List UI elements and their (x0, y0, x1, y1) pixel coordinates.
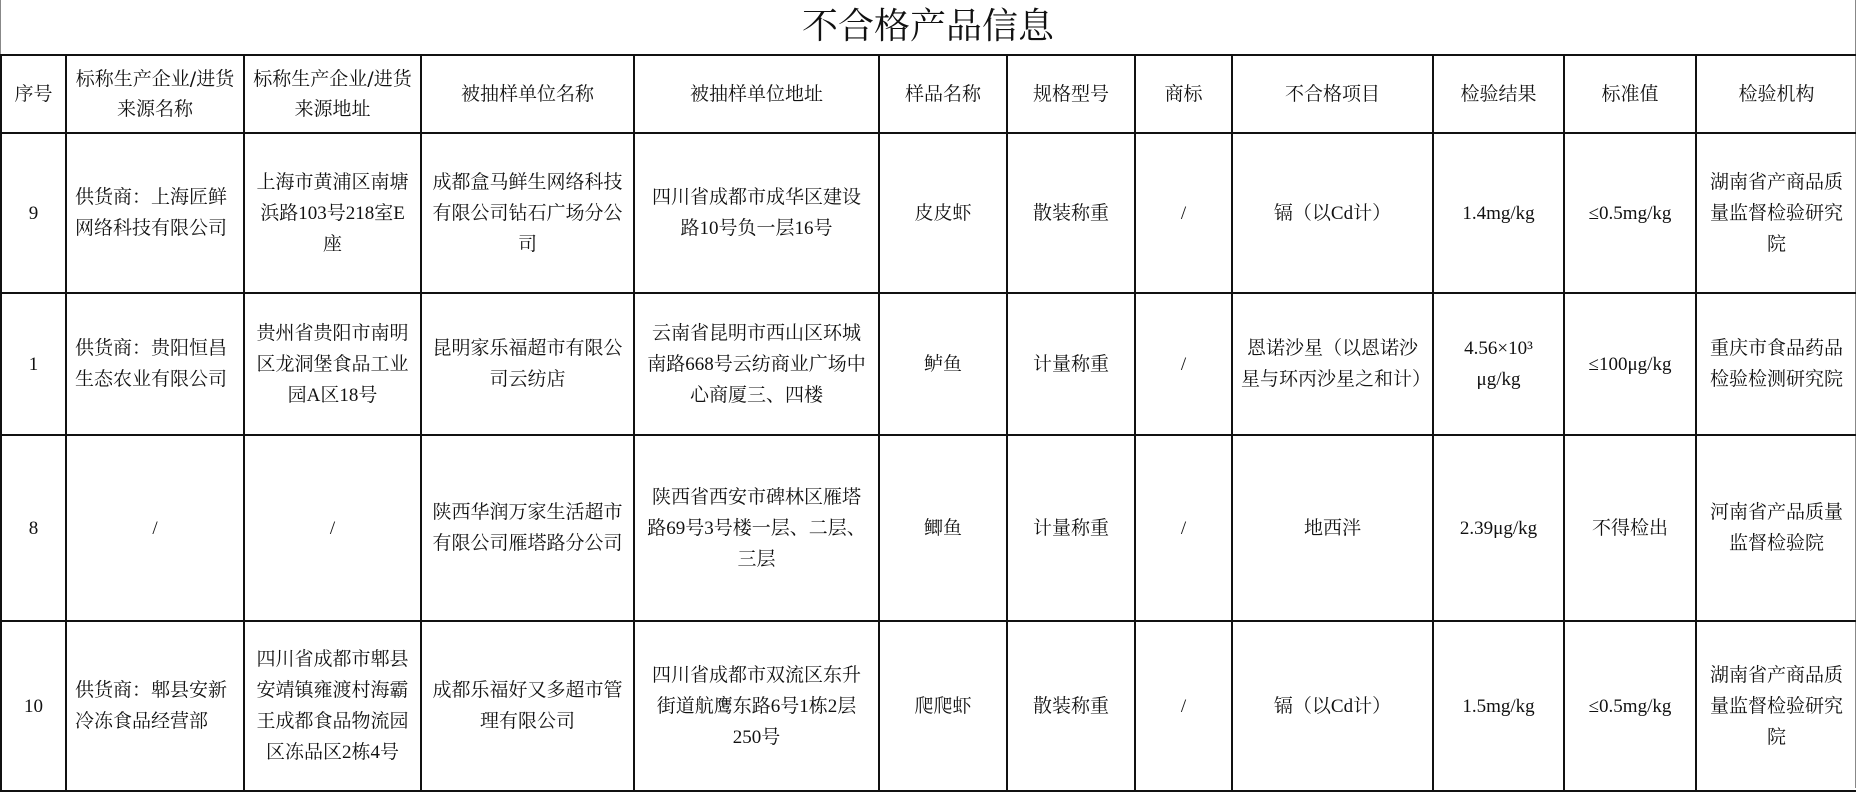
cell-brand: / (1135, 621, 1232, 791)
cell-serial-number: 8 (1, 435, 66, 621)
cell-brand: / (1135, 133, 1232, 293)
cell-product-name: 鲈鱼 (879, 293, 1007, 435)
cell-supplier-address: 上海市黄浦区南塘浜路103号218室E座 (244, 133, 421, 293)
cell-standard-value: ≤100μg/kg (1564, 293, 1696, 435)
cell-standard-value: ≤0.5mg/kg (1564, 133, 1696, 293)
table-row (1, 293, 1856, 435)
cell-serial-number: 9 (1, 133, 66, 293)
cell-testing-agency: 重庆市食品药品检验检测研究院 (1696, 293, 1856, 435)
cell-sampled-unit-name: 陕西华润万家生活超市有限公司雁塔路分公司 (421, 435, 634, 621)
cell-serial-number: 1 (1, 293, 66, 435)
cell-standard-value: ≤0.5mg/kg (1564, 621, 1696, 791)
nonconforming-products-table (0, 54, 1856, 792)
column-header: 被抽样单位地址 (634, 55, 879, 133)
table-row (1, 435, 1856, 621)
cell-nonconforming-item: 镉（以Cd计） (1232, 133, 1433, 293)
cell-testing-agency: 湖南省产商品质量监督检验研究院 (1696, 133, 1856, 293)
cell-specification: 计量称重 (1007, 435, 1135, 621)
cell-sampled-unit-address: 四川省成都市成华区建设路10号负一层16号 (634, 133, 879, 293)
table-row (1, 621, 1856, 791)
cell-nonconforming-item: 地西泮 (1232, 435, 1433, 621)
cell-product-name: 爬爬虾 (879, 621, 1007, 791)
cell-sampled-unit-address: 云南省昆明市西山区环城南路668号云纺商业广场中心商厦三、四楼 (634, 293, 879, 435)
cell-sampled-unit-address: 陕西省西安市碑林区雁塔路69号3号楼一层、二层、三层 (634, 435, 879, 621)
cell-test-result: 4.56×10³ μg/kg (1433, 293, 1564, 435)
cell-testing-agency: 河南省产品质量监督检验院 (1696, 435, 1856, 621)
cell-nonconforming-item: 恩诺沙星（以恩诺沙星与环丙沙星之和计） (1232, 293, 1433, 435)
column-header: 标称生产企业/进货来源地址 (244, 55, 421, 133)
cell-specification: 计量称重 (1007, 293, 1135, 435)
cell-product-name: 鲫鱼 (879, 435, 1007, 621)
page-title: 不合格产品信息 (801, 6, 1054, 47)
column-header: 标准值 (1564, 55, 1696, 133)
column-header: 规格型号 (1007, 55, 1135, 133)
cell-supplier-address: / (244, 435, 421, 621)
cell-test-result: 1.5mg/kg (1433, 621, 1564, 791)
cell-sampled-unit-name: 成都乐福好又多超市管理有限公司 (421, 621, 634, 791)
cell-product-name: 皮皮虾 (879, 133, 1007, 293)
cell-serial-number: 10 (1, 621, 66, 791)
column-header: 被抽样单位名称 (421, 55, 634, 133)
column-header: 标称生产企业/进货来源名称 (66, 55, 244, 133)
column-header: 样品名称 (879, 55, 1007, 133)
cell-supplier-name: 供货商：贵阳恒昌生态农业有限公司 (66, 293, 244, 435)
cell-sampled-unit-name: 成都盒马鲜生网络科技有限公司钻石广场分公司 (421, 133, 634, 293)
cell-test-result: 1.4mg/kg (1433, 133, 1564, 293)
cell-sampled-unit-name: 昆明家乐福超市有限公司云纺店 (421, 293, 634, 435)
column-header: 不合格项目 (1232, 55, 1433, 133)
column-header: 序号 (1, 55, 66, 133)
column-header: 商标 (1135, 55, 1232, 133)
cell-test-result: 2.39μg/kg (1433, 435, 1564, 621)
cell-supplier-address: 四川省成都市郫县安靖镇雍渡村海霸王成都食品物流园区冻品区2栋4号 (244, 621, 421, 791)
cell-specification: 散装称重 (1007, 621, 1135, 791)
cell-sampled-unit-address: 四川省成都市双流区东升街道航鹰东路6号1栋2层250号 (634, 621, 879, 791)
table-row (1, 133, 1856, 293)
column-header: 检验机构 (1696, 55, 1856, 133)
cell-supplier-name: / (66, 435, 244, 621)
cell-supplier-address: 贵州省贵阳市南明区龙洞堡食品工业园A区18号 (244, 293, 421, 435)
cell-supplier-name: 供货商：郫县安新冷冻食品经营部 (66, 621, 244, 791)
column-header: 检验结果 (1433, 55, 1564, 133)
cell-brand: / (1135, 293, 1232, 435)
cell-testing-agency: 湖南省产商品质量监督检验研究院 (1696, 621, 1856, 791)
cell-specification: 散装称重 (1007, 133, 1135, 293)
table-header-row (1, 55, 1856, 133)
cell-supplier-name: 供货商：上海匠鲜网络科技有限公司 (66, 133, 244, 293)
cell-brand: / (1135, 435, 1232, 621)
cell-standard-value: 不得检出 (1564, 435, 1696, 621)
cell-nonconforming-item: 镉（以Cd计） (1232, 621, 1433, 791)
